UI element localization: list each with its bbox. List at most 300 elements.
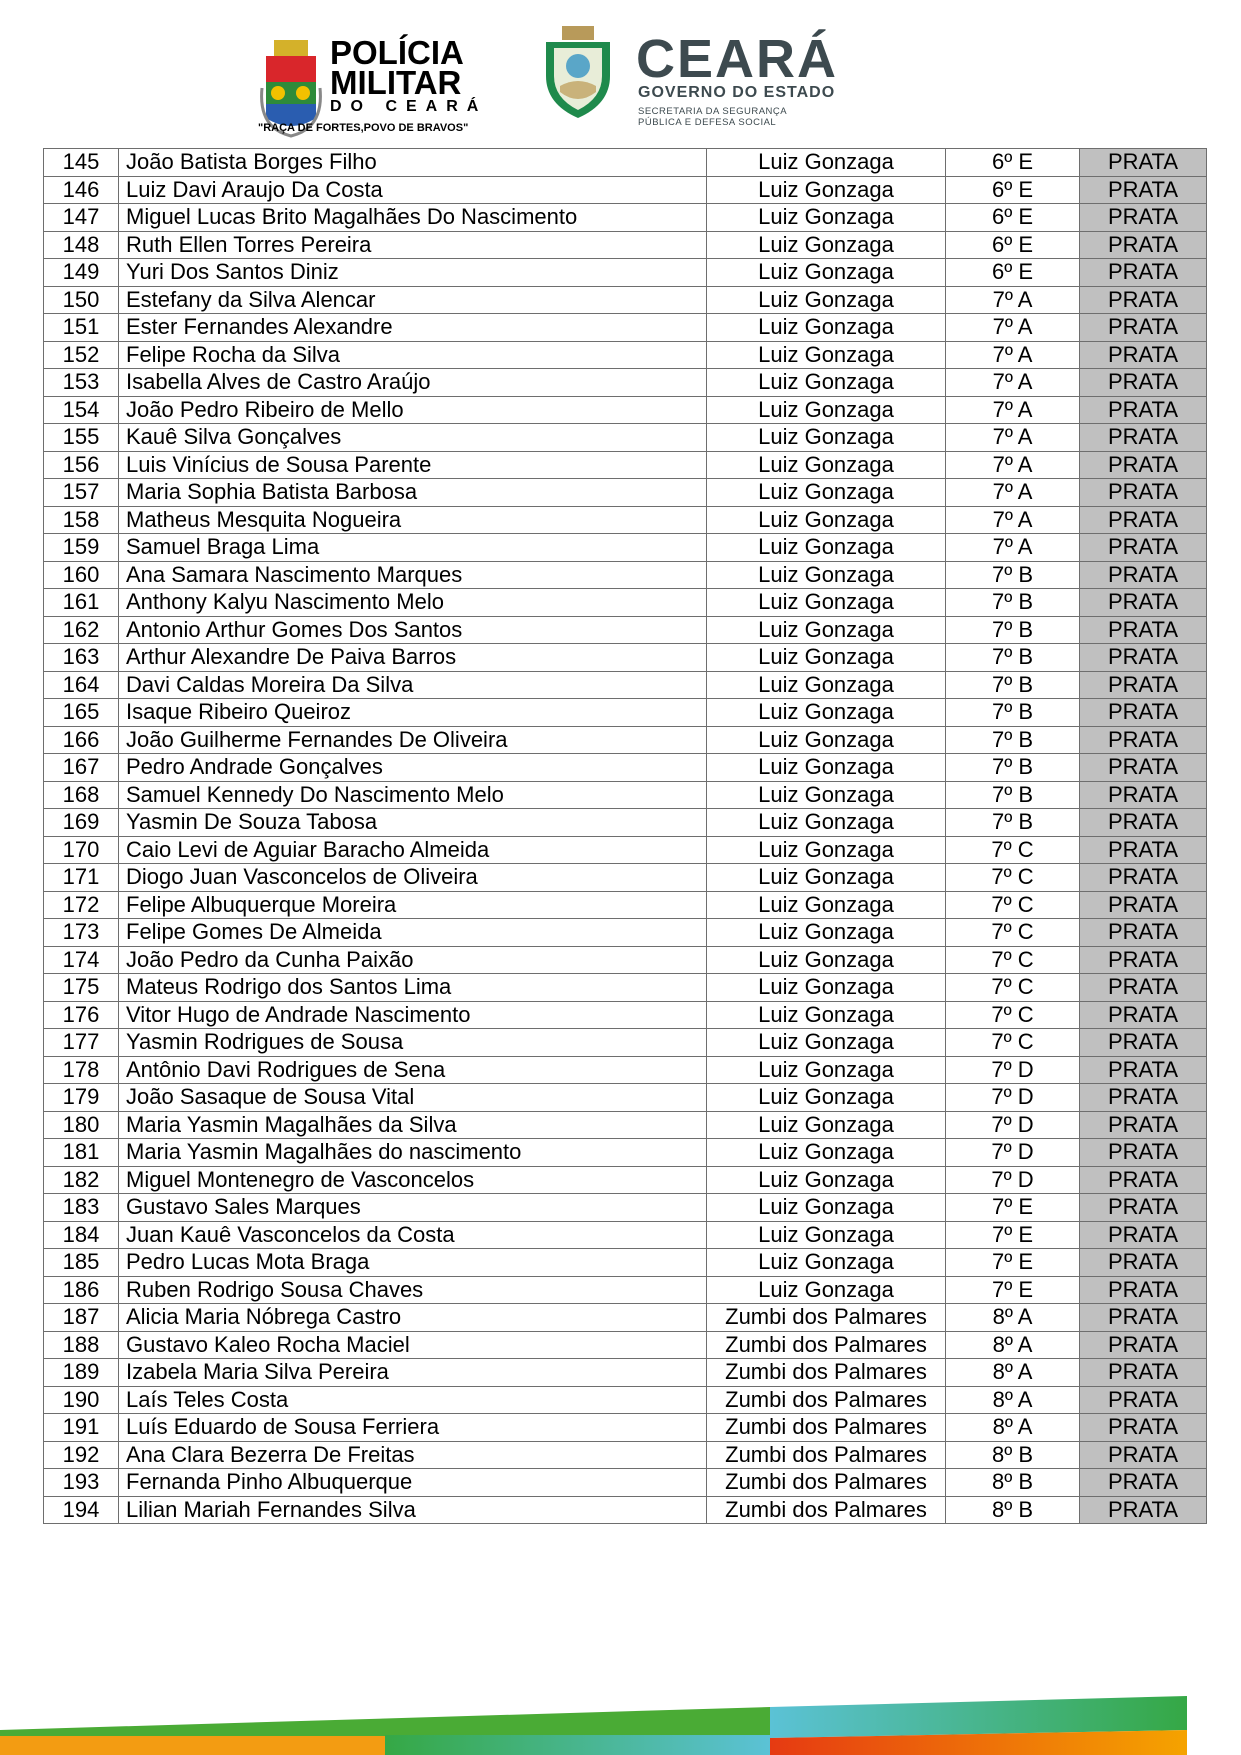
school-name-cell: Zumbi dos Palmares <box>707 1441 946 1469</box>
medal-cell: PRATA <box>1080 1441 1207 1469</box>
student-name-cell: Lilian Mariah Fernandes Silva <box>119 1496 707 1524</box>
medal-cell: PRATA <box>1080 1111 1207 1139</box>
medal-results-table <box>43 148 1207 1524</box>
student-name-cell: João Pedro da Cunha Paixão <box>119 946 707 974</box>
class-name-cell: 7º C <box>946 1029 1080 1057</box>
medal-cell: PRATA <box>1080 149 1207 177</box>
class-name-cell: 7º A <box>946 506 1080 534</box>
medal-cell: PRATA <box>1080 479 1207 507</box>
school-name-cell: Luiz Gonzaga <box>707 671 946 699</box>
table-row <box>44 231 1207 259</box>
school-name-cell: Luiz Gonzaga <box>707 369 946 397</box>
table-row <box>44 506 1207 534</box>
medal-cell: PRATA <box>1080 781 1207 809</box>
medal-cell: PRATA <box>1080 341 1207 369</box>
ceara-government-logo <box>540 26 880 126</box>
class-name-cell: 8º B <box>946 1496 1080 1524</box>
table-row <box>44 424 1207 452</box>
medal-cell: PRATA <box>1080 836 1207 864</box>
student-name-cell: Mateus Rodrigo dos Santos Lima <box>119 974 707 1002</box>
row-number-cell: 184 <box>44 1221 119 1249</box>
class-name-cell: 7º C <box>946 946 1080 974</box>
medal-cell: PRATA <box>1080 231 1207 259</box>
school-name-cell: Luiz Gonzaga <box>707 754 946 782</box>
ceara-title: CEARÁ <box>636 29 839 89</box>
row-number-cell: 152 <box>44 341 119 369</box>
secretaria-line1: SECRETARIA DA SEGURANÇA <box>638 106 788 117</box>
footer-color-band <box>0 1690 1241 1755</box>
student-name-cell: Isaque Ribeiro Queiroz <box>119 699 707 727</box>
school-name-cell: Zumbi dos Palmares <box>707 1331 946 1359</box>
row-number-cell: 175 <box>44 974 119 1002</box>
student-name-cell: Pedro Lucas Mota Braga <box>119 1249 707 1277</box>
footer-teal-segment <box>385 1735 770 1755</box>
table-row <box>44 1194 1207 1222</box>
row-number-cell: 162 <box>44 616 119 644</box>
ceara-shield-icon <box>540 26 616 118</box>
class-name-cell: 8º B <box>946 1441 1080 1469</box>
medal-cell: PRATA <box>1080 369 1207 397</box>
class-name-cell: 7º C <box>946 836 1080 864</box>
row-number-cell: 154 <box>44 396 119 424</box>
row-number-cell: 189 <box>44 1359 119 1387</box>
row-number-cell: 192 <box>44 1441 119 1469</box>
school-name-cell: Luiz Gonzaga <box>707 176 946 204</box>
medal-cell: PRATA <box>1080 1194 1207 1222</box>
student-name-cell: Ester Fernandes Alexandre <box>119 314 707 342</box>
school-name-cell: Luiz Gonzaga <box>707 1084 946 1112</box>
student-name-cell: Luís Eduardo de Sousa Ferriera <box>119 1414 707 1442</box>
class-name-cell: 7º B <box>946 671 1080 699</box>
class-name-cell: 6º E <box>946 259 1080 287</box>
student-name-cell: Samuel Kennedy Do Nascimento Melo <box>119 781 707 809</box>
row-number-cell: 170 <box>44 836 119 864</box>
table-row <box>44 836 1207 864</box>
medal-cell: PRATA <box>1080 974 1207 1002</box>
row-number-cell: 158 <box>44 506 119 534</box>
row-number-cell: 161 <box>44 589 119 617</box>
school-name-cell: Luiz Gonzaga <box>707 1139 946 1167</box>
class-name-cell: 7º B <box>946 589 1080 617</box>
pm-line2: MILITAR <box>330 64 462 101</box>
row-number-cell: 150 <box>44 286 119 314</box>
table-row <box>44 1386 1207 1414</box>
row-number-cell: 160 <box>44 561 119 589</box>
school-name-cell: Luiz Gonzaga <box>707 1221 946 1249</box>
row-number-cell: 183 <box>44 1194 119 1222</box>
pm-motto: "RAÇA DE FORTES,POVO DE BRAVOS" <box>258 122 469 134</box>
table-row <box>44 1304 1207 1332</box>
table-row <box>44 589 1207 617</box>
table-row <box>44 946 1207 974</box>
student-name-cell: Miguel Lucas Brito Magalhães Do Nascimento <box>119 204 707 232</box>
row-number-cell: 194 <box>44 1496 119 1524</box>
class-name-cell: 8º A <box>946 1359 1080 1387</box>
student-name-cell: Juan Kauê Vasconcelos da Costa <box>119 1221 707 1249</box>
secretaria-line2: PÚBLICA E DEFESA SOCIAL <box>638 117 777 128</box>
medal-cell: PRATA <box>1080 809 1207 837</box>
school-name-cell: Luiz Gonzaga <box>707 1056 946 1084</box>
student-name-cell: Alicia Maria Nóbrega Castro <box>119 1304 707 1332</box>
school-name-cell: Luiz Gonzaga <box>707 864 946 892</box>
school-name-cell: Luiz Gonzaga <box>707 231 946 259</box>
student-name-cell: Arthur Alexandre De Paiva Barros <box>119 644 707 672</box>
table-row <box>44 1331 1207 1359</box>
class-name-cell: 7º E <box>946 1194 1080 1222</box>
row-number-cell: 182 <box>44 1166 119 1194</box>
class-name-cell: 7º B <box>946 809 1080 837</box>
medal-cell: PRATA <box>1080 726 1207 754</box>
class-name-cell: 7º B <box>946 754 1080 782</box>
row-number-cell: 179 <box>44 1084 119 1112</box>
medal-cell: PRATA <box>1080 754 1207 782</box>
student-name-cell: Yasmin Rodrigues de Sousa <box>119 1029 707 1057</box>
student-name-cell: Fernanda Pinho Albuquerque <box>119 1469 707 1497</box>
student-name-cell: Luiz Davi Araujo Da Costa <box>119 176 707 204</box>
medal-cell: PRATA <box>1080 919 1207 947</box>
row-number-cell: 185 <box>44 1249 119 1277</box>
student-name-cell: Davi Caldas Moreira Da Silva <box>119 671 707 699</box>
row-number-cell: 169 <box>44 809 119 837</box>
medal-cell: PRATA <box>1080 644 1207 672</box>
student-name-cell: Matheus Mesquita Nogueira <box>119 506 707 534</box>
class-name-cell: 7º C <box>946 919 1080 947</box>
row-number-cell: 151 <box>44 314 119 342</box>
school-name-cell: Luiz Gonzaga <box>707 1166 946 1194</box>
class-name-cell: 7º A <box>946 424 1080 452</box>
student-name-cell: Caio Levi de Aguiar Baracho Almeida <box>119 836 707 864</box>
student-name-cell: Maria Sophia Batista Barbosa <box>119 479 707 507</box>
medal-cell: PRATA <box>1080 396 1207 424</box>
school-name-cell: Zumbi dos Palmares <box>707 1414 946 1442</box>
class-name-cell: 7º D <box>946 1111 1080 1139</box>
medal-cell: PRATA <box>1080 671 1207 699</box>
class-name-cell: 8º A <box>946 1386 1080 1414</box>
student-name-cell: Yasmin De Souza Tabosa <box>119 809 707 837</box>
class-name-cell: 7º D <box>946 1166 1080 1194</box>
table-row <box>44 644 1207 672</box>
school-name-cell: Luiz Gonzaga <box>707 341 946 369</box>
table-row <box>44 1001 1207 1029</box>
table-row <box>44 671 1207 699</box>
table-row <box>44 396 1207 424</box>
school-name-cell: Luiz Gonzaga <box>707 836 946 864</box>
class-name-cell: 7º C <box>946 891 1080 919</box>
row-number-cell: 176 <box>44 1001 119 1029</box>
row-number-cell: 165 <box>44 699 119 727</box>
class-name-cell: 7º C <box>946 1001 1080 1029</box>
table-row <box>44 259 1207 287</box>
row-number-cell: 193 <box>44 1469 119 1497</box>
table-row <box>44 891 1207 919</box>
student-name-cell: Kauê Silva Gonçalves <box>119 424 707 452</box>
student-name-cell: Pedro Andrade Gonçalves <box>119 754 707 782</box>
school-name-cell: Luiz Gonzaga <box>707 286 946 314</box>
table-row <box>44 1139 1207 1167</box>
medal-cell: PRATA <box>1080 506 1207 534</box>
class-name-cell: 7º A <box>946 314 1080 342</box>
student-name-cell: Laís Teles Costa <box>119 1386 707 1414</box>
medal-cell: PRATA <box>1080 1166 1207 1194</box>
medal-cell: PRATA <box>1080 1221 1207 1249</box>
school-name-cell: Luiz Gonzaga <box>707 589 946 617</box>
school-name-cell: Luiz Gonzaga <box>707 726 946 754</box>
medal-cell: PRATA <box>1080 1084 1207 1112</box>
row-number-cell: 187 <box>44 1304 119 1332</box>
school-name-cell: Luiz Gonzaga <box>707 644 946 672</box>
row-number-cell: 188 <box>44 1331 119 1359</box>
medal-cell: PRATA <box>1080 699 1207 727</box>
student-name-cell: Ana Clara Bezerra De Freitas <box>119 1441 707 1469</box>
row-number-cell: 178 <box>44 1056 119 1084</box>
class-name-cell: 6º E <box>946 149 1080 177</box>
row-number-cell: 157 <box>44 479 119 507</box>
class-name-cell: 7º A <box>946 479 1080 507</box>
row-number-cell: 166 <box>44 726 119 754</box>
school-name-cell: Luiz Gonzaga <box>707 1111 946 1139</box>
school-name-cell: Luiz Gonzaga <box>707 891 946 919</box>
footer-orange-segment <box>0 1736 385 1755</box>
class-name-cell: 7º A <box>946 286 1080 314</box>
table-row <box>44 974 1207 1002</box>
row-number-cell: 191 <box>44 1414 119 1442</box>
school-name-cell: Luiz Gonzaga <box>707 1029 946 1057</box>
medal-cell: PRATA <box>1080 589 1207 617</box>
class-name-cell: 8º A <box>946 1331 1080 1359</box>
table-row <box>44 616 1207 644</box>
medal-cell: PRATA <box>1080 1249 1207 1277</box>
class-name-cell: 8º A <box>946 1414 1080 1442</box>
class-name-cell: 7º B <box>946 616 1080 644</box>
table-row <box>44 314 1207 342</box>
row-number-cell: 172 <box>44 891 119 919</box>
table-row <box>44 369 1207 397</box>
student-name-cell: Luis Vinícius de Sousa Parente <box>119 451 707 479</box>
ceara-secretaria <box>638 106 787 128</box>
table-row <box>44 341 1207 369</box>
school-name-cell: Luiz Gonzaga <box>707 616 946 644</box>
student-name-cell: Miguel Montenegro de Vasconcelos <box>119 1166 707 1194</box>
medal-cell: PRATA <box>1080 204 1207 232</box>
row-number-cell: 153 <box>44 369 119 397</box>
medal-cell: PRATA <box>1080 534 1207 562</box>
school-name-cell: Zumbi dos Palmares <box>707 1496 946 1524</box>
table-row <box>44 561 1207 589</box>
pm-line3: DO CEARÁ <box>330 98 488 115</box>
medal-cell: PRATA <box>1080 1359 1207 1387</box>
row-number-cell: 163 <box>44 644 119 672</box>
class-name-cell: 7º D <box>946 1084 1080 1112</box>
class-name-cell: 7º C <box>946 974 1080 1002</box>
student-name-cell: Antônio Davi Rodrigues de Sena <box>119 1056 707 1084</box>
table-row <box>44 1249 1207 1277</box>
school-name-cell: Luiz Gonzaga <box>707 809 946 837</box>
class-name-cell: 6º E <box>946 231 1080 259</box>
pm-line1: POLÍCIA <box>330 34 464 71</box>
table-row <box>44 204 1207 232</box>
medal-cell: PRATA <box>1080 424 1207 452</box>
medal-cell: PRATA <box>1080 314 1207 342</box>
table-row <box>44 1469 1207 1497</box>
medal-cell: PRATA <box>1080 1001 1207 1029</box>
table-row <box>44 1359 1207 1387</box>
row-number-cell: 167 <box>44 754 119 782</box>
student-name-cell: Ana Samara Nascimento Marques <box>119 561 707 589</box>
student-name-cell: Gustavo Sales Marques <box>119 1194 707 1222</box>
row-number-cell: 156 <box>44 451 119 479</box>
medal-cell: PRATA <box>1080 1414 1207 1442</box>
policia-militar-logo <box>258 34 498 138</box>
medal-cell: PRATA <box>1080 286 1207 314</box>
class-name-cell: 6º E <box>946 176 1080 204</box>
table-row <box>44 1166 1207 1194</box>
table-row <box>44 176 1207 204</box>
table-row <box>44 1414 1207 1442</box>
medal-cell: PRATA <box>1080 1029 1207 1057</box>
school-name-cell: Luiz Gonzaga <box>707 451 946 479</box>
student-name-cell: Isabella Alves de Castro Araújo <box>119 369 707 397</box>
school-name-cell: Luiz Gonzaga <box>707 1276 946 1304</box>
student-name-cell: Maria Yasmin Magalhães do nascimento <box>119 1139 707 1167</box>
student-name-cell: Vitor Hugo de Andrade Nascimento <box>119 1001 707 1029</box>
table-row <box>44 479 1207 507</box>
footer-green-wedge <box>0 1707 770 1738</box>
ceara-subtitle: GOVERNO DO ESTADO <box>638 84 836 101</box>
student-name-cell: Estefany da Silva Alencar <box>119 286 707 314</box>
table-row <box>44 1221 1207 1249</box>
table-row <box>44 1441 1207 1469</box>
class-name-cell: 7º D <box>946 1056 1080 1084</box>
school-name-cell: Luiz Gonzaga <box>707 974 946 1002</box>
class-name-cell: 7º A <box>946 396 1080 424</box>
class-name-cell: 8º A <box>946 1304 1080 1332</box>
medal-cell: PRATA <box>1080 451 1207 479</box>
table-row <box>44 809 1207 837</box>
medal-cell: PRATA <box>1080 1386 1207 1414</box>
school-name-cell: Zumbi dos Palmares <box>707 1469 946 1497</box>
class-name-cell: 7º B <box>946 644 1080 672</box>
row-number-cell: 173 <box>44 919 119 947</box>
page-header <box>0 0 1241 148</box>
student-name-cell: Antonio Arthur Gomes Dos Santos <box>119 616 707 644</box>
table-row <box>44 1111 1207 1139</box>
class-name-cell: 7º A <box>946 369 1080 397</box>
school-name-cell: Zumbi dos Palmares <box>707 1386 946 1414</box>
class-name-cell: 7º E <box>946 1221 1080 1249</box>
row-number-cell: 186 <box>44 1276 119 1304</box>
row-number-cell: 146 <box>44 176 119 204</box>
medal-cell: PRATA <box>1080 1139 1207 1167</box>
class-name-cell: 6º E <box>946 204 1080 232</box>
table-row <box>44 451 1207 479</box>
school-name-cell: Luiz Gonzaga <box>707 424 946 452</box>
medal-cell: PRATA <box>1080 176 1207 204</box>
table-row <box>44 699 1207 727</box>
table-row <box>44 1029 1207 1057</box>
medal-cell: PRATA <box>1080 864 1207 892</box>
school-name-cell: Luiz Gonzaga <box>707 149 946 177</box>
table-row <box>44 1084 1207 1112</box>
school-name-cell: Zumbi dos Palmares <box>707 1304 946 1332</box>
class-name-cell: 7º D <box>946 1139 1080 1167</box>
row-number-cell: 180 <box>44 1111 119 1139</box>
class-name-cell: 7º E <box>946 1276 1080 1304</box>
student-name-cell: Ruth Ellen Torres Pereira <box>119 231 707 259</box>
school-name-cell: Luiz Gonzaga <box>707 781 946 809</box>
medal-cell: PRATA <box>1080 1056 1207 1084</box>
medal-cell: PRATA <box>1080 1496 1207 1524</box>
medal-cell: PRATA <box>1080 1304 1207 1332</box>
row-number-cell: 164 <box>44 671 119 699</box>
table-row <box>44 726 1207 754</box>
medal-cell: PRATA <box>1080 616 1207 644</box>
row-number-cell: 168 <box>44 781 119 809</box>
row-number-cell: 181 <box>44 1139 119 1167</box>
row-number-cell: 171 <box>44 864 119 892</box>
table-row <box>44 286 1207 314</box>
row-number-cell: 190 <box>44 1386 119 1414</box>
row-number-cell: 145 <box>44 149 119 177</box>
class-name-cell: 7º B <box>946 726 1080 754</box>
student-name-cell: Yuri Dos Santos Diniz <box>119 259 707 287</box>
school-name-cell: Luiz Gonzaga <box>707 946 946 974</box>
table-row <box>44 1056 1207 1084</box>
school-name-cell: Luiz Gonzaga <box>707 1194 946 1222</box>
medal-cell: PRATA <box>1080 891 1207 919</box>
student-name-cell: Samuel Braga Lima <box>119 534 707 562</box>
school-name-cell: Zumbi dos Palmares <box>707 1359 946 1387</box>
student-name-cell: Izabela Maria Silva Pereira <box>119 1359 707 1387</box>
row-number-cell: 148 <box>44 231 119 259</box>
class-name-cell: 7º B <box>946 561 1080 589</box>
class-name-cell: 7º A <box>946 451 1080 479</box>
medal-cell: PRATA <box>1080 1331 1207 1359</box>
student-name-cell: Diogo Juan Vasconcelos de Oliveira <box>119 864 707 892</box>
student-name-cell: João Guilherme Fernandes De Oliveira <box>119 726 707 754</box>
class-name-cell: 7º A <box>946 534 1080 562</box>
table-row <box>44 149 1207 177</box>
school-name-cell: Luiz Gonzaga <box>707 506 946 534</box>
student-name-cell: João Pedro Ribeiro de Mello <box>119 396 707 424</box>
medal-cell: PRATA <box>1080 946 1207 974</box>
student-name-cell: Felipe Albuquerque Moreira <box>119 891 707 919</box>
class-name-cell: 7º B <box>946 699 1080 727</box>
student-name-cell: Gustavo Kaleo Rocha Maciel <box>119 1331 707 1359</box>
medal-cell: PRATA <box>1080 1469 1207 1497</box>
school-name-cell: Luiz Gonzaga <box>707 479 946 507</box>
student-name-cell: João Batista Borges Filho <box>119 149 707 177</box>
school-name-cell: Luiz Gonzaga <box>707 259 946 287</box>
medal-cell: PRATA <box>1080 561 1207 589</box>
table-row <box>44 754 1207 782</box>
table-row <box>44 1496 1207 1524</box>
class-name-cell: 7º C <box>946 864 1080 892</box>
school-name-cell: Luiz Gonzaga <box>707 314 946 342</box>
row-number-cell: 147 <box>44 204 119 232</box>
class-name-cell: 8º B <box>946 1469 1080 1497</box>
student-name-cell: Felipe Rocha da Silva <box>119 341 707 369</box>
student-name-cell: João Sasaque de Sousa Vital <box>119 1084 707 1112</box>
row-number-cell: 155 <box>44 424 119 452</box>
table-row <box>44 1276 1207 1304</box>
student-name-cell: Anthony Kalyu Nascimento Melo <box>119 589 707 617</box>
medal-cell: PRATA <box>1080 259 1207 287</box>
student-name-cell: Felipe Gomes De Almeida <box>119 919 707 947</box>
row-number-cell: 174 <box>44 946 119 974</box>
table-row <box>44 919 1207 947</box>
medal-cell: PRATA <box>1080 1276 1207 1304</box>
row-number-cell: 177 <box>44 1029 119 1057</box>
